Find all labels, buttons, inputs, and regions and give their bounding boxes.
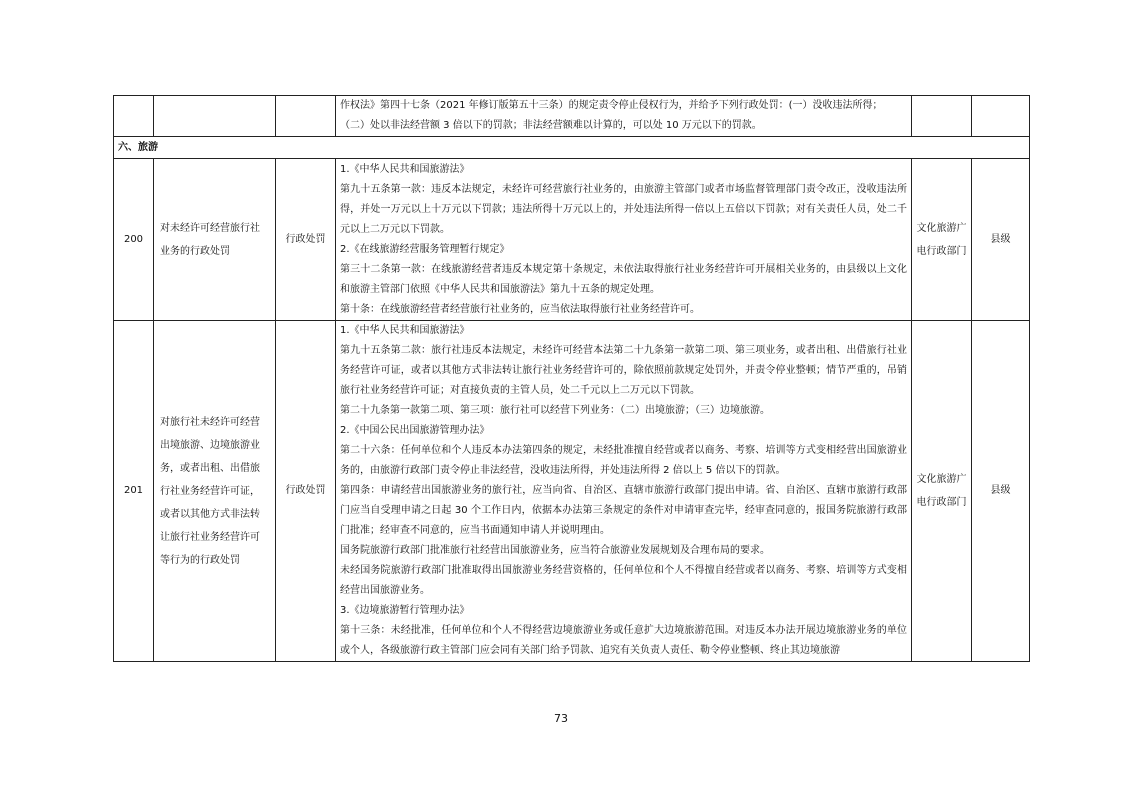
basis-paragraph: 第四条：申请经营出国旅游业务的旅行社，应当向省、自治区、直辖市旅游行政部门提出申请。省、自治区、直辖市旅游行政部门应当自受理申请之日起 30 个工作日内，依据本办法第三条规定的条件对申请审查完毕，经审查同意的，报国务院旅游行政部门批准；经审查不同意的，应当书面通知申请人并说明理由。 xyxy=(340,485,907,536)
basis-paragraph: 第十条：在线旅游经营者经营旅行社业务的，应当依法取得旅行社业务经营许可。 xyxy=(340,303,700,315)
regulation-table xyxy=(113,95,1030,662)
table-row-continued xyxy=(114,96,1030,137)
basis-paragraph: 1.《中华人民共和国旅游法》 xyxy=(340,163,470,175)
penalty-type: 行政处罚 xyxy=(276,321,336,662)
row-number: 200 xyxy=(114,159,154,321)
basis-paragraph: 3.《边境旅游暂行管理办法》 xyxy=(340,605,470,616)
item-cell xyxy=(154,96,276,137)
basis-paragraph: 作权法》第四十七条（2021 年修订版第五十三条）的规定责令停止侵权行为，并给予下列行政处罚：(一）没收违法所得； xyxy=(340,100,883,111)
item-name: 对旅行社未经许可经营出境旅游、边境旅游业务，或者出租、出借旅行社业务经营许可证，或者以其他方式非法转让旅行社业务经营许可等行为的行政处罚 xyxy=(154,321,276,662)
page-number: 73 xyxy=(554,712,568,725)
basis-paragraph: 2.《在线旅游经营服务管理暂行规定》 xyxy=(340,243,510,255)
responsible-department: 文化旅游广电行政部门 xyxy=(912,159,972,321)
item-name: 对未经许可经营旅行社业务的行政处罚 xyxy=(154,159,276,321)
section-title: 六、旅游 xyxy=(114,137,1030,159)
section-header-row xyxy=(114,137,1030,159)
basis-paragraph: 第九十五条第二款：旅行社违反本法规定，未经许可经营本法第二十九条第一款第二项、第三项业务，或者出租、出借旅行社业务经营许可证，或者以其他方式非法转让旅行社业务经营许可的，除依照前款规定处罚外，并责令停业整顿；情节严重的，吊销旅行社业务经营许可证；对直接负责的主管人员，处二千元以上二万元以下罚款。 xyxy=(340,345,907,396)
level-cell xyxy=(972,96,1030,137)
basis-paragraph: 第二十六条：任何单位和个人违反本办法第四条的规定，未经批准擅自经营或者以商务、考察、培训等方式变相经营出国旅游业务的，由旅游行政部门责令停止非法经营，没收违法所得，并处违法所得 2 倍以上 5 倍以下的罚款。 xyxy=(340,445,907,476)
basis-paragraph: （二）处以非法经营额 3 倍以下的罚款；非法经营额难以计算的，可以处 10 万元以下的罚款。 xyxy=(340,120,762,131)
table-row xyxy=(114,321,1030,662)
legal-basis xyxy=(336,321,912,662)
admin-level: 县级 xyxy=(972,159,1030,321)
responsible-department: 文化旅游广电行政部门 xyxy=(912,321,972,662)
basis-paragraph: 未经国务院旅游行政部门批准取得出国旅游业务经营资格的，任何单位和个人不得擅自经营或者以商务、考察、培训等方式变相经营出国旅游业务。 xyxy=(340,565,907,596)
penalty-type: 行政处罚 xyxy=(276,159,336,321)
dept-cell xyxy=(912,96,972,137)
row-number: 201 xyxy=(114,321,154,662)
basis-cell xyxy=(336,96,912,137)
admin-level: 县级 xyxy=(972,321,1030,662)
basis-paragraph: 第三十二条第一款：在线旅游经营者违反本规定第十条规定，未依法取得旅行社业务经营许可开展相关业务的，由县级以上文化和旅游主管部门依照《中华人民共和国旅游法》第九十五条的规定处理。 xyxy=(340,263,907,295)
basis-paragraph: 第二十九条第一款第二项、第三项：旅行社可以经营下列业务：（二）出境旅游；（三）边境旅游。 xyxy=(340,405,770,416)
basis-paragraph: 第十三条：未经批准，任何单位和个人不得经营边境旅游业务或任意扩大边境旅游范围。对违反本办法开展边境旅游业务的单位或个人，各级旅游行政主管部门应会同有关部门给予罚款、追究有关负责人责任、勒令停业整顿、终止其边境旅游 xyxy=(340,625,907,656)
basis-paragraph: 国务院旅游行政部门批准旅行社经营出国旅游业务，应当符合旅游业发展规划及合理布局的要求。 xyxy=(340,545,770,556)
basis-paragraph: 2.《中国公民出国旅游管理办法》 xyxy=(340,425,490,436)
type-cell xyxy=(276,96,336,137)
num-cell xyxy=(114,96,154,137)
basis-paragraph: 1.《中华人民共和国旅游法》 xyxy=(340,325,470,336)
table-row xyxy=(114,159,1030,321)
legal-basis xyxy=(336,159,912,321)
basis-paragraph: 第九十五条第一款：违反本法规定，未经许可经营旅行社业务的，由旅游主管部门或者市场监督管理部门责令改正，没收违法所得，并处一万元以上十万元以下罚款；违法所得十万元以上的，并处违法所得一倍以上五倍以下罚款；对有关责任人员，处二千元以上二万元以下罚款。 xyxy=(340,183,907,235)
